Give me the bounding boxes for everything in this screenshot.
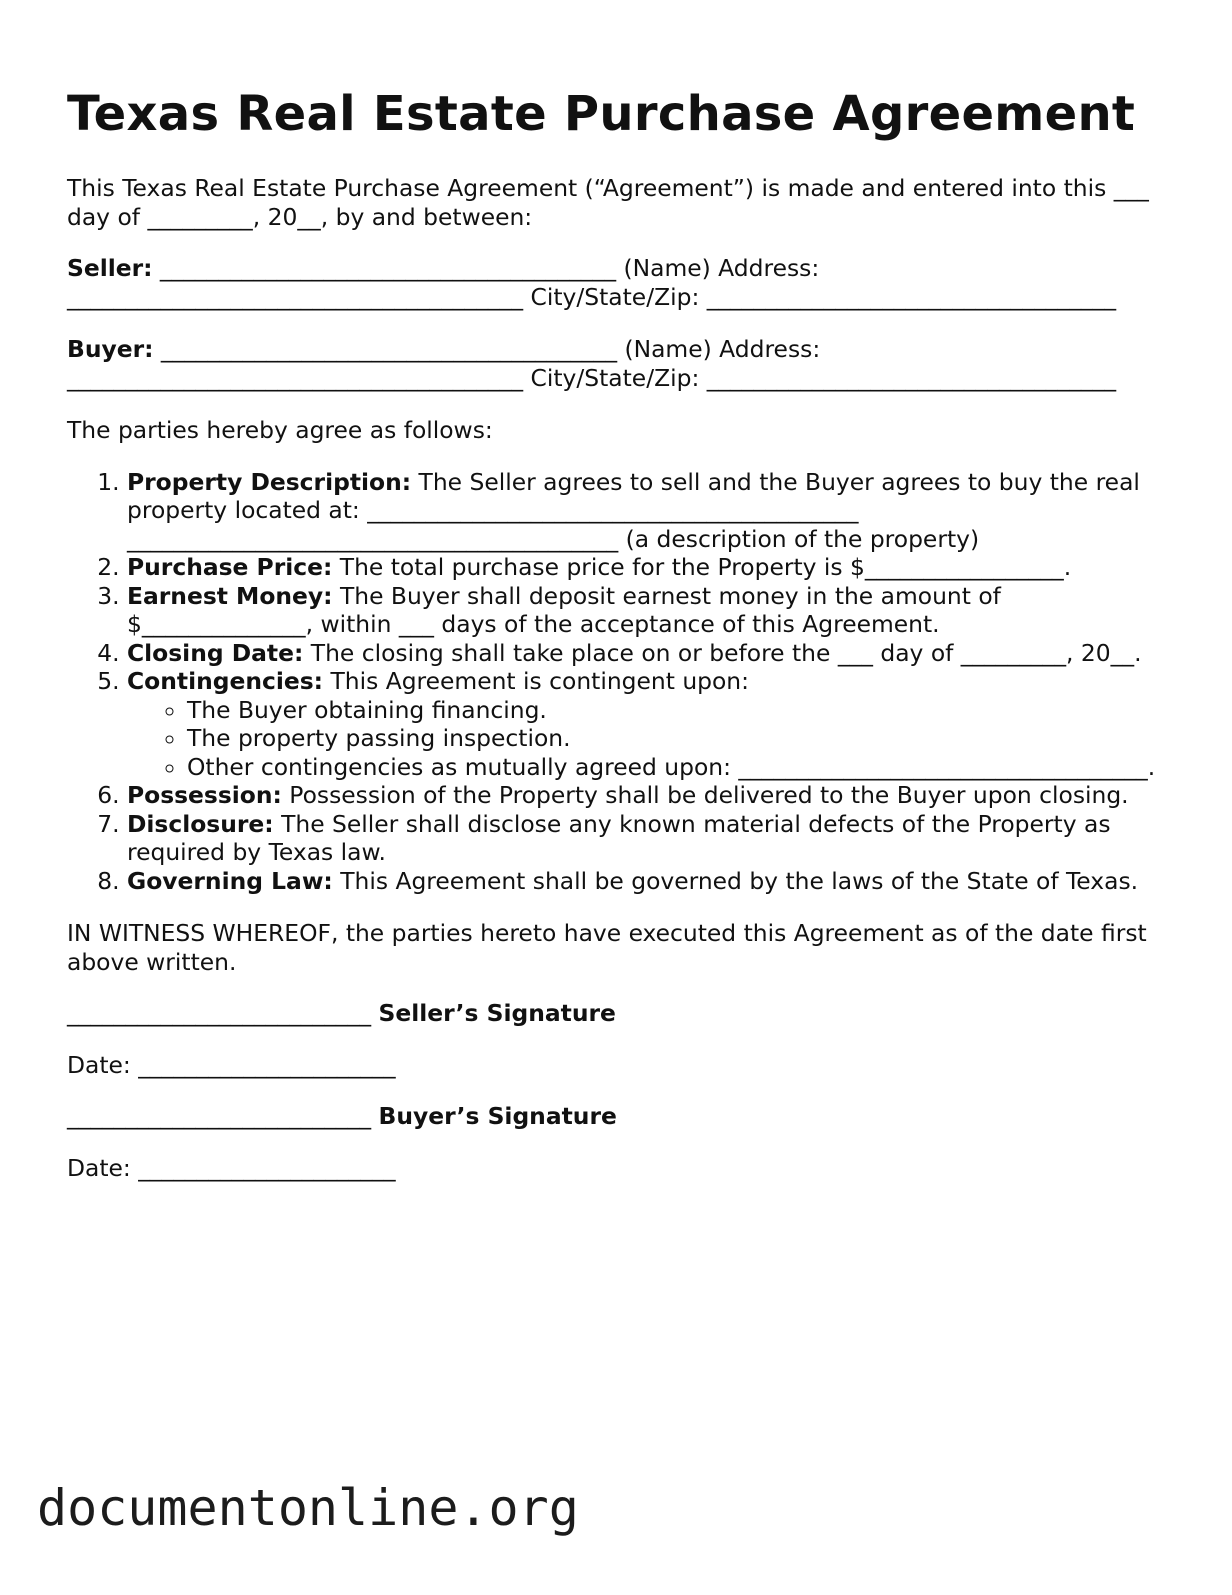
seller-signature-label: Seller’s Signature: [378, 999, 616, 1027]
watermark: documentonline.org: [37, 1479, 579, 1537]
contingency-item: ◦ Other contingencies as mutually agreed upon: ___________________________________.: [187, 753, 1177, 782]
term-text: The Seller agrees to sell and the Buyer agrees to buy the real property located at: __________________________________________ __________________________________________ (a description of the property): [127, 467, 1140, 553]
term-text: The total purchase price for the Property is $_________________.: [332, 553, 1072, 581]
term-text: Possession of the Property shall be delivered to the Buyer upon closing.: [281, 781, 1129, 809]
buyer-signature-label: Buyer’s Signature: [378, 1102, 617, 1130]
intro-paragraph: This Texas Real Estate Purchase Agreement (“Agreement”) is made and entered into this ___ day of _________, 20__, by and between:: [67, 174, 1149, 231]
term-text: This Agreement is contingent upon:: [323, 667, 750, 695]
contingency-item: ◦ The Buyer obtaining financing.: [187, 696, 1177, 725]
term-purchase-price: [127, 553, 1177, 582]
term-text: The closing shall take place on or before the ___ day of _________, 20__.: [303, 638, 1142, 667]
term-earnest-money: [127, 582, 1177, 639]
buyer-block: [67, 335, 1177, 392]
buyer-date-line: Date: ______________________: [67, 1153, 396, 1182]
seller-date-line: Date: ______________________: [67, 1050, 396, 1079]
term-label: Disclosure:: [127, 809, 274, 838]
term-text: The Buyer shall deposit earnest money in the amount of $______________, within ___ days of the acceptance of this Agreement.: [127, 581, 1001, 638]
seller-fields: _______________________________________ (Name) Address: _______________________________________ City/State/Zip: ___________________________________: [67, 254, 1117, 311]
buyer-signature-line: [67, 1102, 1177, 1131]
term-label: Earnest Money:: [127, 581, 333, 610]
term-disclosure: [127, 810, 1177, 867]
seller-signature-line: [67, 999, 1177, 1028]
term-label: Contingencies:: [127, 667, 324, 695]
term-property-description: [127, 468, 1177, 554]
terms-list: [67, 468, 1177, 896]
document-title: Texas Real Estate Purchase Agreement: [67, 86, 1136, 142]
witness-statement: IN WITNESS WHEREOF, the parties hereto have executed this Agreement as of the date first above written.: [67, 919, 1147, 976]
term-closing-date: [127, 639, 1177, 668]
term-label: Closing Date:: [127, 638, 304, 667]
term-label: Property Description:: [127, 467, 412, 496]
term-label: Purchase Price:: [127, 553, 333, 581]
buyer-signature-blank: __________________________: [67, 1102, 379, 1130]
term-possession: [127, 781, 1177, 810]
contingency-item: ◦ The property passing inspection.: [187, 724, 1177, 753]
term-label: Possession:: [127, 781, 282, 809]
agree-statement: The parties hereby agree as follows:: [67, 416, 493, 444]
seller-label: Seller:: [67, 254, 153, 282]
term-governing-law: [127, 867, 1177, 896]
seller-block: [67, 254, 1177, 311]
document-page: [67, 84, 1177, 1205]
term-contingencies: [127, 667, 1177, 781]
seller-signature-blank: __________________________: [67, 999, 379, 1027]
buyer-fields: _______________________________________ (Name) Address: _______________________________________ City/State/Zip: ___________________________________: [67, 335, 1117, 392]
term-label: Governing Law:: [127, 866, 333, 895]
term-text: This Agreement shall be governed by the laws of the State of Texas.: [332, 866, 1139, 895]
term-text: The Seller shall disclose any known material defects of the Property as required by Texas law.: [127, 809, 1111, 866]
buyer-label: Buyer:: [67, 335, 154, 363]
contingencies-list: [127, 696, 1177, 782]
